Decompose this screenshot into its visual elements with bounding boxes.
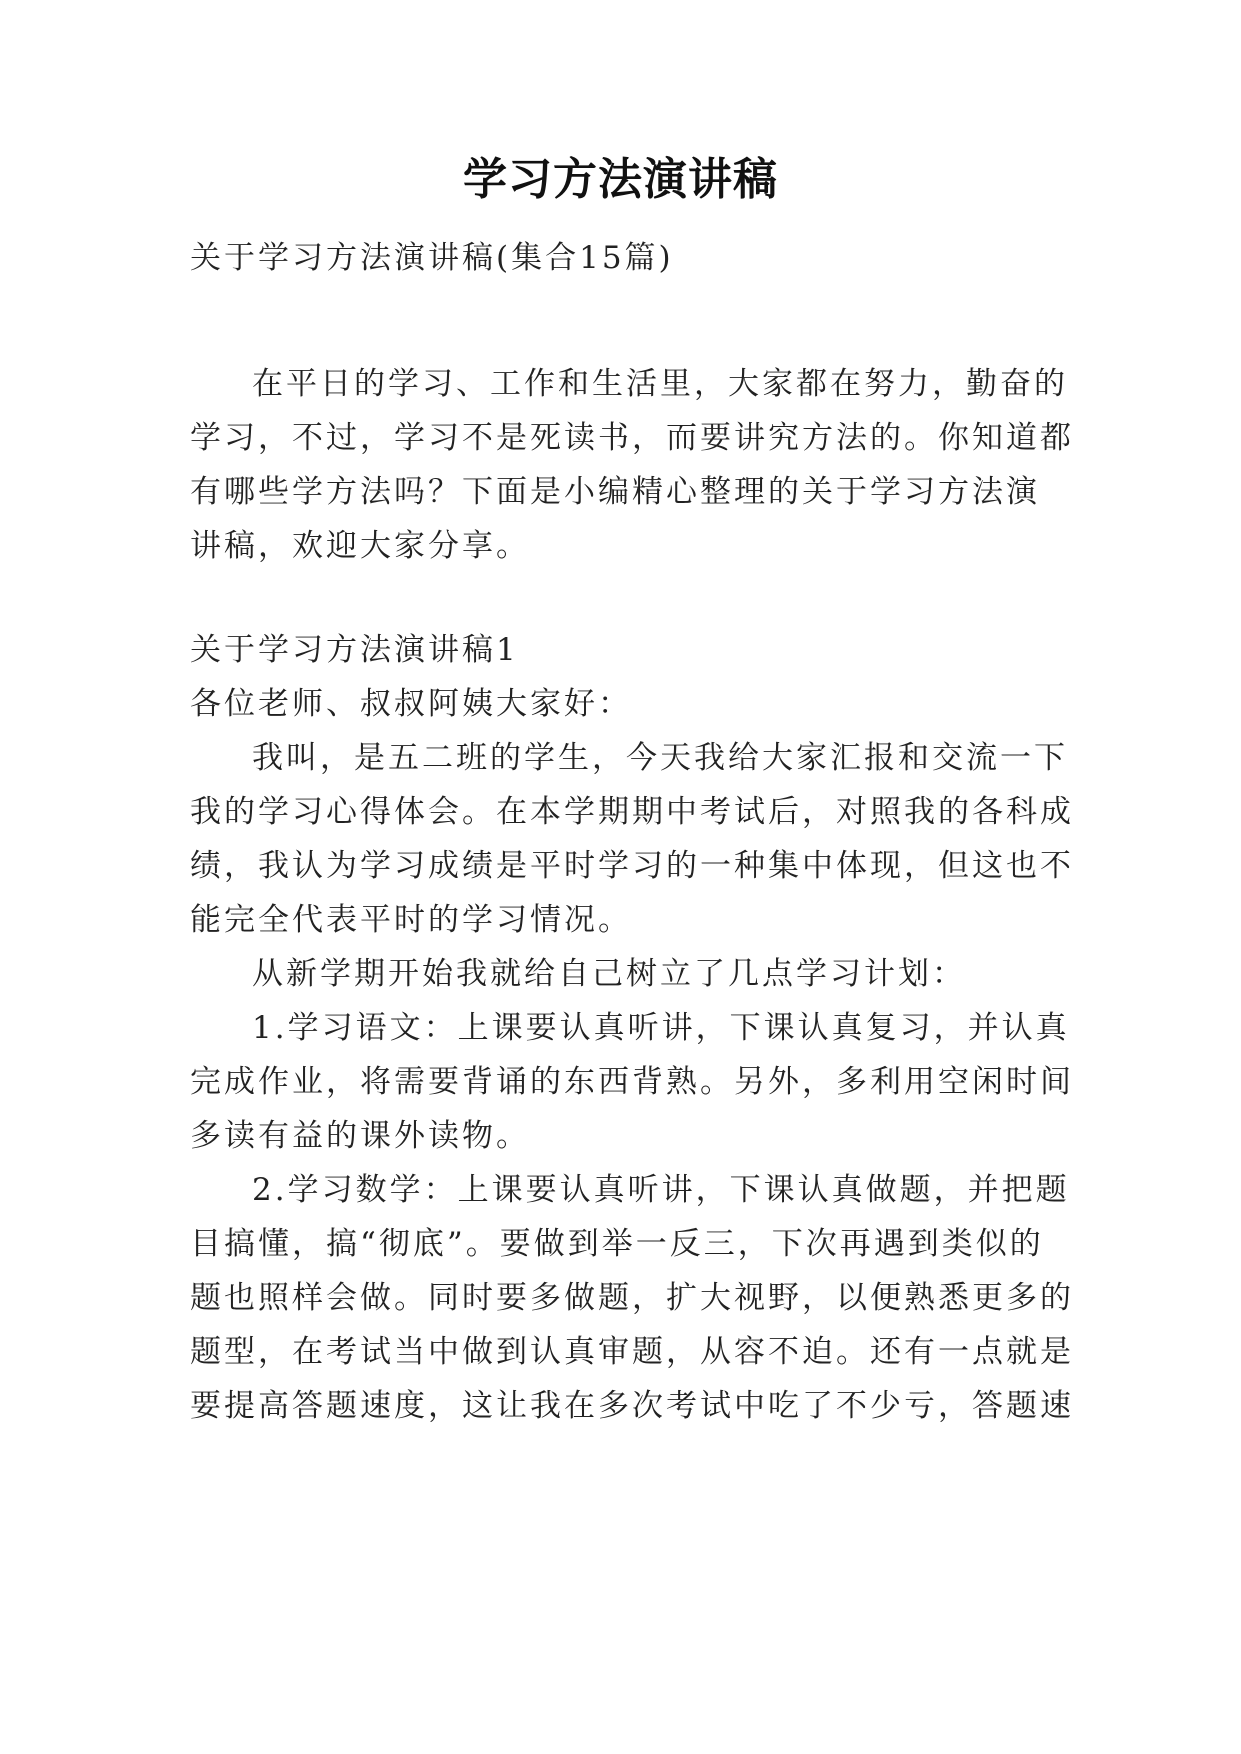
paragraph-line: 题也照样会做。同时要多做题，扩大视野，以便熟悉更多的 (190, 1280, 1074, 1316)
paragraph-line: 目搞懂，搞“彻底”。要做到举一反三，下次再遇到类似的 (190, 1226, 1044, 1262)
paragraph-line: 2.学习数学：上课要认真听讲，下课认真做题，并把题 (252, 1172, 1070, 1208)
paragraph-line: 能完全代表平时的学习情况。 (190, 902, 632, 938)
paragraph-line: 要提高答题速度，这让我在多次考试中吃了不少亏，答题速 (190, 1388, 1074, 1424)
intro-line: 在平日的学习、工作和生活里，大家都在努力，勤奋的 (252, 366, 1068, 402)
paragraph-line: 我叫，是五二班的学生，今天我给大家汇报和交流一下 (252, 740, 1068, 776)
intro-line: 学习，不过，学习不是死读书，而要讲究方法的。你知道都 (190, 420, 1074, 456)
document-title: 学习方法演讲稿 (463, 154, 778, 205)
paragraph-line: 1.学习语文：上课要认真听讲，下课认真复习，并认真 (252, 1010, 1070, 1046)
paragraph-line: 绩，我认为学习成绩是平时学习的一种集中体现，但这也不 (190, 848, 1074, 884)
intro-line: 讲稿，欢迎大家分享。 (190, 528, 530, 564)
intro-line: 有哪些学方法吗？下面是小编精心整理的关于学习方法演 (190, 474, 1040, 510)
paragraph-line: 从新学期开始我就给自己树立了几点学习计划： (252, 956, 966, 992)
paragraph-line: 我的学习心得体会。在本学期期中考试后，对照我的各科成 (190, 794, 1074, 830)
paragraph-line: 多读有益的课外读物。 (190, 1118, 530, 1154)
paragraph-line: 完成作业，将需要背诵的东西背熟。另外，多利用空闲时间 (190, 1064, 1074, 1100)
document-subtitle: 关于学习方法演讲稿(集合15篇) (190, 240, 674, 276)
section-heading: 关于学习方法演讲稿1 (190, 632, 519, 668)
paragraph-line: 题型，在考试当中做到认真审题，从容不迫。还有一点就是 (190, 1334, 1074, 1370)
greeting-line: 各位老师、叔叔阿姨大家好： (190, 686, 632, 722)
